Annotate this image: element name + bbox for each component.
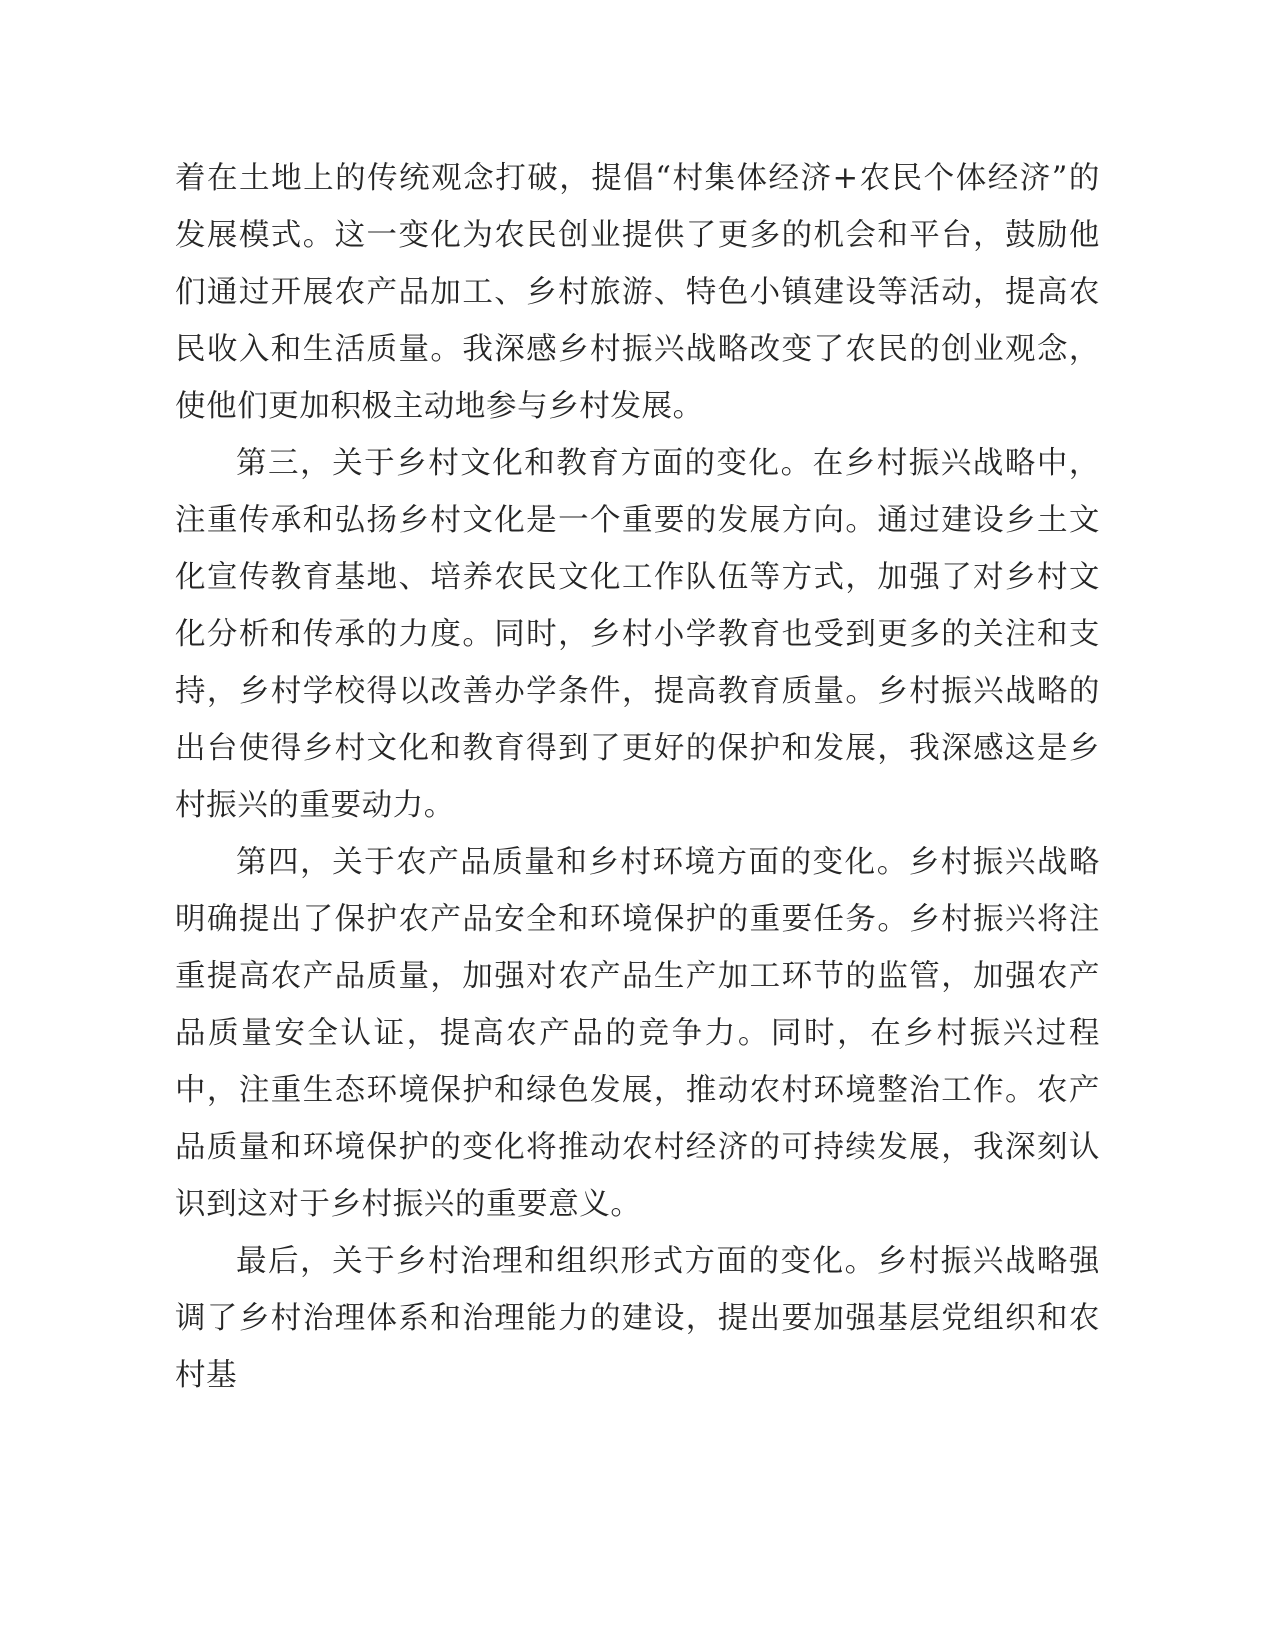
- paragraph-final-point: 最后，关于乡村治理和组织形式方面的变化。乡村振兴战略强调了乡村治理体系和治理能力的建设，提出要加强基层党组织和农村基: [175, 1244, 1100, 1393]
- paragraph-continued: 着在土地上的传统观念打破，提倡“村集体经济+农民个体经济”的发展模式。这一变化为农民创业提供了更多的机会和平台，鼓励他们通过开展农产品加工、乡村旅游、特色小镇建设等活动，提高农民收入和生活质量。我深感乡村振兴战略改变了农民的创业观念，使他们更加积极主动地参与乡村发展。: [175, 161, 1100, 424]
- document-body: [175, 150, 1100, 1404]
- paragraph-third-point: 第三，关于乡村文化和教育方面的变化。在乡村振兴战略中，注重传承和弘扬乡村文化是一个重要的发展方向。通过建设乡土文化宣传教育基地、培养农民文化工作队伍等方式，加强了对乡村文化分析和传承的力度。同时，乡村小学教育也受到更多的关注和支持，乡村学校得以改善办学条件，提高教育质量。乡村振兴战略的出台使得乡村文化和教育得到了更好的保护和发展，我深感这是乡村振兴的重要动力。: [175, 446, 1100, 823]
- paragraph-fourth-point: 第四，关于农产品质量和乡村环境方面的变化。乡村振兴战略明确提出了保护农产品安全和环境保护的重要任务。乡村振兴将注重提高农产品质量，加强对农产品生产加工环节的监管，加强农产品质量安全认证，提高农产品的竞争力。同时，在乡村振兴过程中，注重生态环境保护和绿色发展，推动农村环境整治工作。农产品质量和环境保护的变化将推动农村经济的可持续发展，我深刻认识到这对于乡村振兴的重要意义。: [175, 845, 1100, 1222]
